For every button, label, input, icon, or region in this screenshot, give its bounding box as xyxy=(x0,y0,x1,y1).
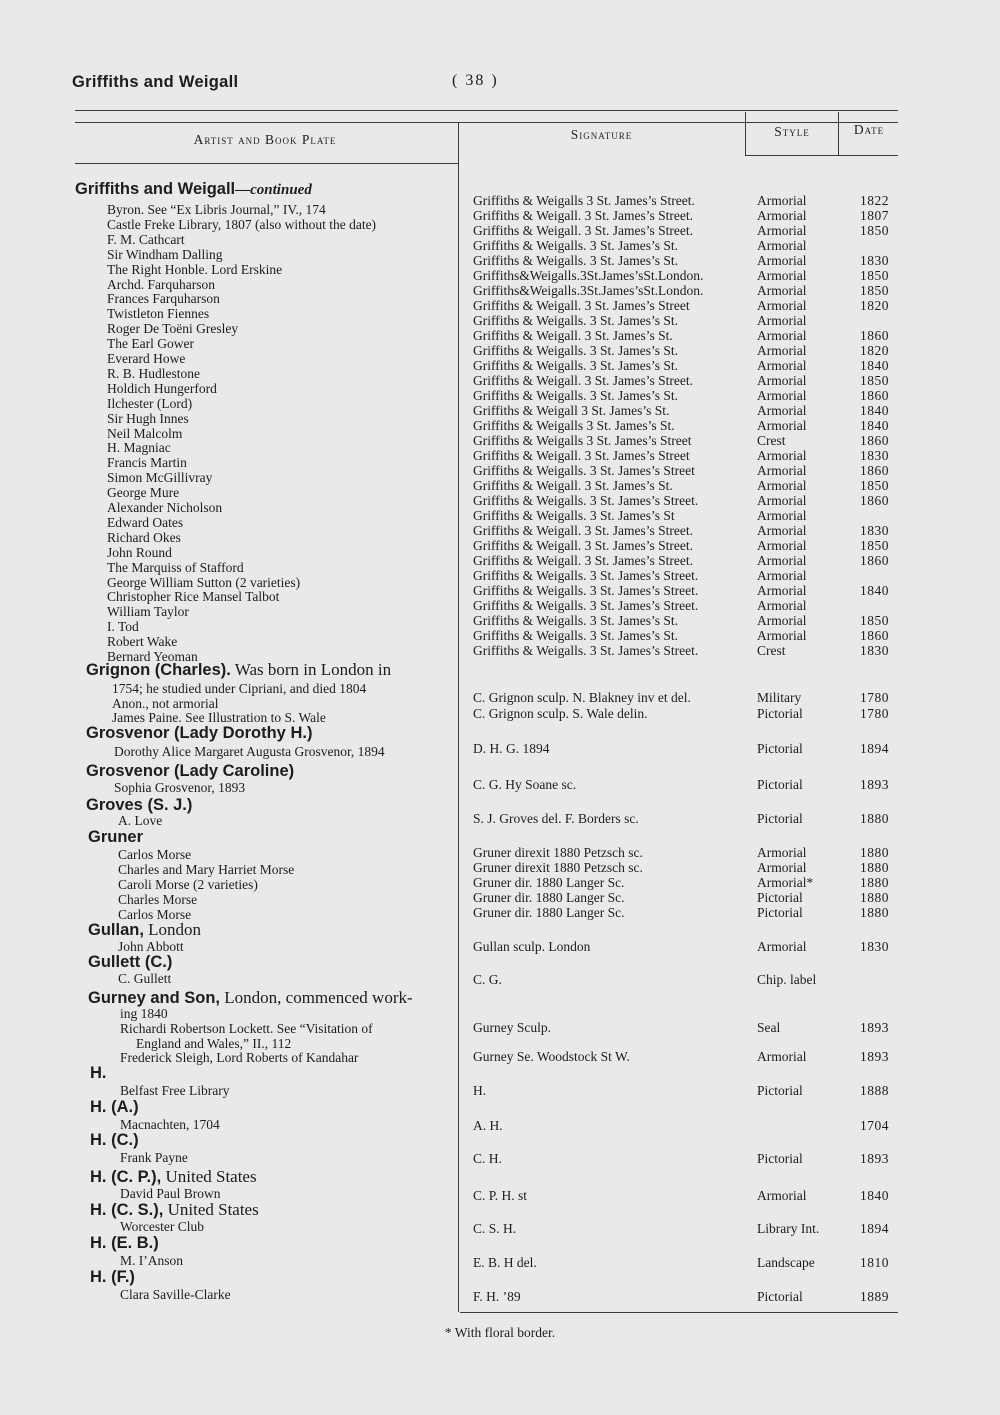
signature: Gruner dir. 1880 Langer Sc. xyxy=(473,890,625,905)
heading-name: H. (C. S.), xyxy=(90,1201,164,1219)
entry-heading xyxy=(86,660,391,680)
plate-date: 1840 xyxy=(860,418,889,433)
plate-style: Library Int. xyxy=(757,1221,820,1236)
entry-heading xyxy=(90,1131,139,1150)
plate-date: 1850 xyxy=(860,538,889,553)
signature: Gruner direxit 1880 Petzsch sc. xyxy=(473,860,643,875)
col-head-artist: Artist and Book Plate xyxy=(193,132,337,147)
plate-style: Crest xyxy=(757,643,786,658)
plate-style: Pictorial xyxy=(757,1289,803,1304)
plate-date: 1820 xyxy=(860,298,889,313)
plate-owner: Sophia Grosvenor, 1893 xyxy=(114,780,246,795)
plate-style: Landscape xyxy=(757,1255,815,1270)
signature: Griffiths & Weigall. 3 St. James’s Street. xyxy=(473,223,694,238)
top-rule xyxy=(75,110,898,111)
plate-style: Armorial xyxy=(757,568,807,583)
plate-date: 1830 xyxy=(860,523,889,538)
plate-owner: John Round xyxy=(107,544,172,560)
signature: Griffiths & Weigalls. 3 St. James’s Street. xyxy=(473,598,699,613)
page-number: ( 38 ) xyxy=(452,72,499,89)
heading-description: United States xyxy=(163,1200,259,1219)
signature: Griffiths & Weigall. 3 St. James’s Street xyxy=(473,298,690,313)
plate-owner: A. Love xyxy=(118,813,163,828)
signature: Griffiths & Weigalls. 3 St. James’s Street. xyxy=(473,493,699,508)
signature: Griffiths & Weigalls. 3 St. James’s St. xyxy=(473,388,679,403)
col-head-style: Style xyxy=(774,124,810,139)
signature: Griffiths & Weigall. 3 St. James’s Street. xyxy=(473,538,694,553)
entry-heading xyxy=(88,953,172,972)
plate-date: 1850 xyxy=(860,613,889,628)
bottom-rule xyxy=(460,1312,898,1313)
plate-date: 1840 xyxy=(860,583,889,598)
entry-heading xyxy=(90,1200,259,1220)
plate-owner: Belfast Free Library xyxy=(120,1083,230,1098)
col-divider-1 xyxy=(458,122,459,1312)
heading-name: Grosvenor (Lady Dorothy H.) xyxy=(86,724,313,742)
plate-date: 1893 xyxy=(860,1049,889,1064)
signature: Griffiths & Weigalls. 3 St. James’s St. xyxy=(473,313,679,328)
plate-owner: The Earl Gower xyxy=(107,336,194,352)
footnote: * With floral border. xyxy=(444,1325,556,1340)
entry-heading xyxy=(86,762,294,781)
plate-date: 1850 xyxy=(860,283,889,298)
heading-continued: —continued xyxy=(235,182,312,198)
plate-date: 1860 xyxy=(860,628,889,643)
signature: E. B. H del. xyxy=(473,1255,537,1270)
heading-name: H. (C.) xyxy=(90,1131,139,1149)
plate-owner: Simon McGillivray xyxy=(107,470,213,486)
plate-owner: William Taylor xyxy=(107,604,189,620)
signature: D. H. G. 1894 xyxy=(473,741,550,756)
plate-owner: Clara Saville-Clarke xyxy=(120,1287,231,1302)
signature: C. P. H. st xyxy=(473,1188,528,1203)
plate-date: 1704 xyxy=(860,1118,889,1133)
heading-name: Grosvenor (Lady Caroline) xyxy=(86,762,295,780)
signature: Griffiths & Weigall. 3 St. James’s Street. xyxy=(473,373,694,388)
plate-owner: Richard Okes xyxy=(107,529,181,545)
heading-name: Grignon (Charles). xyxy=(86,661,231,679)
plate-style: Armorial xyxy=(757,1188,807,1203)
plate-date: 1880 xyxy=(860,811,889,826)
plate-date: 1860 xyxy=(860,463,889,478)
plate-date: 1807 xyxy=(860,208,889,223)
plate-date: 1860 xyxy=(860,388,889,403)
signature: Griffiths & Weigall. 3 St. James’s St. xyxy=(473,328,673,343)
heading-name: Gullan, xyxy=(88,921,144,939)
plate-date: 1850 xyxy=(860,223,889,238)
header-rule-right xyxy=(746,155,898,156)
heading-description: London xyxy=(143,920,202,939)
plate-style: Armorial xyxy=(757,448,807,463)
plate-date: 1860 xyxy=(860,493,889,508)
plate-style: Armorial xyxy=(757,208,807,223)
signature: Griffiths & Weigalls. 3 St. James’s St. xyxy=(473,613,679,628)
plate-style: Armorial xyxy=(757,268,807,283)
plate-date: 1888 xyxy=(860,1083,889,1098)
entry-heading xyxy=(88,828,143,847)
entry-heading xyxy=(90,1167,257,1187)
plate-owner: Bernard Yeoman xyxy=(107,649,198,664)
plate-owner: C. Gullett xyxy=(118,971,172,986)
plate-date: 1850 xyxy=(860,373,889,388)
signature: Griffiths & Weigalls. 3 St. James’s Street xyxy=(473,463,695,478)
plate-date: 1893 xyxy=(860,777,889,792)
plate-style: Pictorial xyxy=(757,1083,803,1098)
entry-heading xyxy=(75,180,312,200)
signature: Griffiths&Weigalls.3St.James’sSt.London. xyxy=(473,268,704,283)
plate-date: 1894 xyxy=(860,1221,889,1236)
plate-owner: Robert Wake xyxy=(107,634,178,650)
plate-date: 1860 xyxy=(860,553,889,568)
signature: Griffiths & Weigall. 3 St. James’s Street. xyxy=(473,553,694,568)
plate-style: Pictorial xyxy=(757,777,803,792)
plate-style: Armorial xyxy=(757,523,807,538)
signature: H. xyxy=(473,1083,487,1098)
plate-owner: Byron. See “Ex Libris Journal,” IV., 174 xyxy=(107,202,326,217)
plate-owner: The Right Honble. Lord Erskine xyxy=(107,261,283,277)
top-rule-2 xyxy=(75,122,898,123)
plate-style: Armorial xyxy=(757,508,807,523)
signature: Griffiths & Weigalls. 3 St. James’s St. xyxy=(473,238,679,253)
plate-date: 1860 xyxy=(860,328,889,343)
plate-owner: Sir Windham Dalling xyxy=(107,246,223,262)
plate-style: Armorial xyxy=(757,358,807,373)
entry-heading xyxy=(90,1098,139,1117)
plate-date: 1893 xyxy=(860,1151,889,1166)
signature: A. H. xyxy=(473,1118,503,1133)
plate-owner: Charles Morse xyxy=(118,892,198,907)
plate-date: 1893 xyxy=(860,1020,889,1035)
plate-style: Armorial xyxy=(757,493,807,508)
signature: Griffiths & Weigall. 3 St. James’s Street. xyxy=(473,208,694,223)
signature: F. H. ’89 xyxy=(473,1289,521,1304)
heading-name: H. (E. B.) xyxy=(90,1234,159,1252)
plate-date: 1850 xyxy=(860,268,889,283)
signature: Griffiths & Weigall. 3 St. James’s Street. xyxy=(473,523,694,538)
plate-owner: Caroli Morse (2 varieties) xyxy=(118,877,258,892)
entry-heading xyxy=(86,724,312,743)
plate-owner: F. M. Cathcart xyxy=(107,231,185,247)
plate-style: Military xyxy=(757,690,802,705)
plate-style: Armorial xyxy=(757,373,807,388)
entry-heading xyxy=(90,1268,135,1287)
plate-date: 1830 xyxy=(860,448,889,463)
plate-date: 1822 xyxy=(860,193,889,208)
plate-date: 1880 xyxy=(860,860,889,875)
signature: Griffiths & Weigalls. 3 St. James’s Street. xyxy=(473,583,699,598)
heading-description-cont: 1754; he studied under Cipriani, and died 1804 xyxy=(112,681,367,696)
plate-owner: Worcester Club xyxy=(120,1219,205,1234)
heading-description: Was born in London in xyxy=(230,660,392,679)
signature: Griffiths & Weigalls. 3 St. James’s St. xyxy=(473,628,679,643)
plate-date: 1830 xyxy=(860,253,889,268)
plate-date: 1780 xyxy=(860,706,889,721)
signature: Griffiths & Weigalls 3 St. James’s Street. xyxy=(473,193,695,208)
plate-style: Armorial xyxy=(757,463,807,478)
heading-name: H. (F.) xyxy=(90,1268,135,1286)
plate-owner: Charles and Mary Harriet Morse xyxy=(118,862,295,877)
plate-owner: Frederick Sleigh, Lord Roberts of Kandahar xyxy=(120,1050,359,1065)
plate-style: Armorial xyxy=(757,418,807,433)
plate-owner: Macnachten, 1704 xyxy=(120,1117,220,1132)
plate-style: Armorial xyxy=(757,193,807,208)
plate-style: Seal xyxy=(757,1020,781,1035)
plate-owner: John Abbott xyxy=(118,939,184,954)
plate-style: Armorial xyxy=(757,343,807,358)
signature: Griffiths & Weigalls 3 St. James’s Street xyxy=(473,433,692,448)
plate-date: 1880 xyxy=(860,875,889,890)
plate-owner: George William Sutton (2 varieties) xyxy=(107,574,301,590)
running-head: Griffiths and Weigall xyxy=(72,73,239,91)
plate-date: 1840 xyxy=(860,358,889,373)
plate-date: 1880 xyxy=(860,890,889,905)
plate-style: Armorial xyxy=(757,298,807,313)
plate-style: Armorial xyxy=(757,860,807,875)
plate-owner: Anon., not armorial xyxy=(112,696,219,711)
heading-name: Gullett (C.) xyxy=(88,953,173,971)
signature: Gruner dir. 1880 Langer Sc. xyxy=(473,905,625,920)
plate-style: Armorial xyxy=(757,238,807,253)
signature: Griffiths & Weigalls 3 St. James’s St. xyxy=(473,418,675,433)
signature: Gruner dir. 1880 Langer Sc. xyxy=(473,875,625,890)
plate-owner: Castle Freke Library, 1807 (also without the date) xyxy=(107,216,377,232)
plate-style: Armorial xyxy=(757,1049,807,1064)
plate-style: Armorial xyxy=(757,328,807,343)
plate-style: Armorial xyxy=(757,538,807,553)
plate-owner: H. Magniac xyxy=(107,440,171,456)
plate-style: Pictorial xyxy=(757,811,803,826)
signature: Griffiths & Weigalls. 3 St. James’s St. xyxy=(473,253,679,268)
plate-owner: Holdich Hungerford xyxy=(107,380,217,396)
plate-style: Pictorial xyxy=(757,1151,803,1166)
plate-owner: Francis Martin xyxy=(107,455,187,471)
signature: C. Grignon sculp. S. Wale delin. xyxy=(473,706,648,721)
col-head-signature: Signature xyxy=(570,127,633,142)
plate-style: Pictorial xyxy=(757,890,803,905)
plate-date: 1820 xyxy=(860,343,889,358)
plate-style: Pictorial xyxy=(757,706,803,721)
heading-name: H. xyxy=(90,1064,107,1082)
plate-owner: Roger De Toëni Gresley xyxy=(107,321,239,337)
entry-heading xyxy=(88,988,413,1008)
plate-style: Armorial xyxy=(757,283,807,298)
plate-owner: M. I’Anson xyxy=(120,1253,183,1268)
signature: Griffiths & Weigall 3 St. James’s St. xyxy=(473,403,670,418)
plate-date: 1810 xyxy=(860,1255,889,1270)
plate-style: Pictorial xyxy=(757,741,803,756)
signature: Griffiths & Weigalls. 3 St. James’s St. xyxy=(473,343,679,358)
header-rule-left xyxy=(75,163,458,164)
plate-style: Armorial xyxy=(757,253,807,268)
plate-owner: David Paul Brown xyxy=(120,1186,221,1201)
heading-name: H. (A.) xyxy=(90,1098,139,1116)
plate-style: Armorial xyxy=(757,403,807,418)
signature: Griffiths & Weigalls. 3 St. James’s St. xyxy=(473,358,679,373)
plate-style: Armorial xyxy=(757,583,807,598)
plate-date: 1840 xyxy=(860,403,889,418)
heading-name: Griffiths and Weigall xyxy=(75,180,236,198)
plate-style: Armorial xyxy=(757,939,807,954)
heading-description: United States xyxy=(161,1167,257,1186)
plate-style: Armorial* xyxy=(757,875,814,890)
plate-owner: Sir Hugh Innes xyxy=(107,410,189,426)
signature: C. S. H. xyxy=(473,1221,517,1236)
plate-date: 1889 xyxy=(860,1289,889,1304)
signature: Griffiths & Weigalls. 3 St. James’s Street. xyxy=(473,643,699,658)
plate-owner: Christopher Rice Mansel Talbot xyxy=(107,589,280,605)
plate-style: Armorial xyxy=(757,478,807,493)
signature: Griffiths&Weigalls.3St.James’sSt.London. xyxy=(473,283,704,298)
entry-heading xyxy=(90,1064,107,1083)
signature: Gurney Se. Woodstock St W. xyxy=(473,1049,630,1064)
plate-style: Armorial xyxy=(757,388,807,403)
plate-owner: Richardi Robertson Lockett. See “Visitation of xyxy=(120,1021,373,1036)
plate-owner: Archd. Farquharson xyxy=(107,276,215,292)
signature: Gullan sculp. London xyxy=(473,939,591,954)
heading-name: H. (C. P.), xyxy=(90,1168,162,1186)
plate-style: Armorial xyxy=(757,223,807,238)
plate-owner: George Mure xyxy=(107,485,180,501)
plate-style: Armorial xyxy=(757,613,807,628)
plate-owner: Ilchester (Lord) xyxy=(107,395,193,411)
plate-owner: Twistleton Fiennes xyxy=(107,306,210,322)
plate-owner: Frank Payne xyxy=(120,1150,188,1165)
signature: Griffiths & Weigalls. 3 St. James’s St xyxy=(473,508,675,523)
heading-description: London, commenced work- xyxy=(220,988,413,1007)
signature: Gurney Sculp. xyxy=(473,1020,551,1035)
plate-owner: Edward Oates xyxy=(107,514,184,530)
signature: S. J. Groves del. F. Borders sc. xyxy=(473,811,639,826)
entry-heading xyxy=(88,920,201,940)
plate-style: Crest xyxy=(757,433,786,448)
plate-owner: The Marquiss of Stafford xyxy=(107,559,244,575)
plate-style: Armorial xyxy=(757,553,807,568)
plate-style: Armorial xyxy=(757,628,807,643)
signature: C. Grignon sculp. N. Blakney inv et del. xyxy=(473,690,691,705)
plate-owner: Alexander Nicholson xyxy=(107,500,223,515)
signature: C. H. xyxy=(473,1151,502,1166)
plate-style: Armorial xyxy=(757,845,807,860)
plate-owner: Carlos Morse xyxy=(118,907,192,922)
plate-owner: I. Tod xyxy=(107,619,139,635)
signature: Griffiths & Weigall. 3 St. James’s St. xyxy=(473,478,673,493)
plate-owner: R. B. Hudlestone xyxy=(107,365,200,381)
plate-style: Armorial xyxy=(757,598,807,613)
plate-date: 1880 xyxy=(860,905,889,920)
col-head-date: Date xyxy=(853,122,885,137)
signature: C. G. xyxy=(473,972,502,987)
signature: C. G. Hy Soane sc. xyxy=(473,777,577,792)
plate-date: 1830 xyxy=(860,939,889,954)
signature: Griffiths & Weigall. 3 St. James’s Street xyxy=(473,448,690,463)
plate-owner: Carlos Morse xyxy=(118,847,192,862)
plate-style: Chip. label xyxy=(757,972,817,987)
plate-date: 1894 xyxy=(860,741,889,756)
heading-name: Gruner xyxy=(88,828,144,846)
signature: Griffiths & Weigalls. 3 St. James’s Street. xyxy=(473,568,699,583)
plate-owner: Dorothy Alice Margaret Augusta Grosvenor, 1894 xyxy=(114,744,385,759)
plate-owner: James Paine. See Illustration to S. Wale xyxy=(112,710,326,725)
heading-name: Groves (S. J.) xyxy=(86,796,193,814)
signature: Gruner direxit 1880 Petzsch sc. xyxy=(473,845,643,860)
plate-style: Pictorial xyxy=(757,905,803,920)
plate-date: 1860 xyxy=(860,433,889,448)
entry-heading xyxy=(90,1234,159,1253)
plate-owner: Frances Farquharson xyxy=(107,291,220,307)
heading-name: Gurney and Son, xyxy=(88,989,221,1007)
plate-style: Armorial xyxy=(757,313,807,328)
plate-date: 1850 xyxy=(860,478,889,493)
plate-date: 1880 xyxy=(860,845,889,860)
plate-date: 1830 xyxy=(860,643,889,658)
plate-owner: Neil Malcolm xyxy=(107,425,183,441)
plate-owner-cont: England and Wales,” II., 112 xyxy=(136,1036,292,1051)
plate-owner: Everard Howe xyxy=(107,351,186,366)
plate-date: 1840 xyxy=(860,1188,889,1203)
heading-description-cont: ing 1840 xyxy=(120,1006,168,1021)
plate-date: 1780 xyxy=(860,690,889,705)
